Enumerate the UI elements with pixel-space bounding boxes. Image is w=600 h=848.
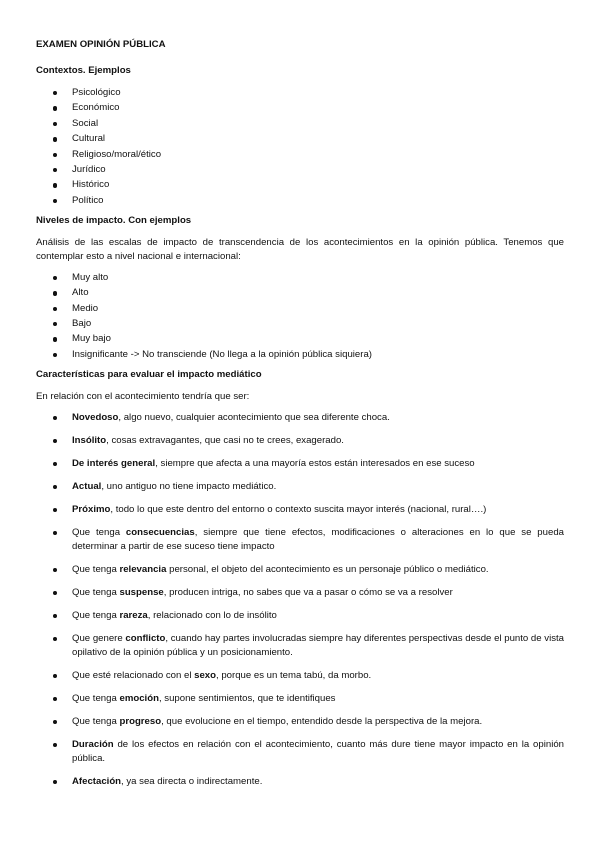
list-item: Que tenga consecuencias, siempre que tiene efectos, modificaciones o alteraciones en lo que se pueda determinar a partir de ese suceso tiene impacto <box>36 526 564 554</box>
list-item: Económico <box>36 101 564 115</box>
bullet-icon <box>53 168 57 172</box>
bullet-icon <box>53 337 57 341</box>
bullet-icon <box>53 720 57 724</box>
list-item: Bajo <box>36 317 564 331</box>
list-item: Duración de los efectos en relación con el acontecimiento, cuanto más dure tiene mayor impacto en la opinión pública. <box>36 738 564 766</box>
list-item: Que esté relacionado con el sexo, porque es un tema tabú, da morbo. <box>36 669 564 683</box>
bullet-icon <box>53 485 57 489</box>
bullet-icon <box>53 439 57 443</box>
document-title: EXAMEN OPINIÓN PÚBLICA <box>36 39 166 50</box>
bullet-icon <box>53 416 57 420</box>
list-item: Novedoso, algo nuevo, cualquier acontecimiento que sea diferente choca. <box>36 411 564 425</box>
caracteristicas-heading: Características para evaluar el impacto mediático <box>36 368 262 380</box>
list-item: Que tenga suspense, producen intriga, no sabes que va a pasar o cómo se va a resolver <box>36 586 564 600</box>
document-page <box>36 38 564 798</box>
bullet-icon <box>53 276 57 280</box>
bullet-icon <box>53 91 57 95</box>
bullet-icon <box>53 106 57 110</box>
bullet-icon <box>53 614 57 618</box>
bullet-icon <box>53 743 57 747</box>
list-item: Religioso/moral/ético <box>36 148 564 162</box>
list-item: Jurídico <box>36 163 564 177</box>
bullet-icon <box>53 153 57 157</box>
list-item: Que tenga rareza, relacionado con lo de insólito <box>36 609 564 623</box>
bullet-icon <box>53 199 57 203</box>
list-item: Insignificante -> No transciende (No llega a la opinión pública siquiera) <box>36 348 564 362</box>
list-item: De interés general, siempre que afecta a una mayoría estos están interesados en ese suceso <box>36 457 564 471</box>
bullet-icon <box>53 780 57 784</box>
niveles-intro: Análisis de las escalas de impacto de transcendencia de los acontecimientos en la opinión pública. Tenemos que contemplar esto a nivel nacional e internacional: <box>36 236 564 262</box>
list-item: Alto <box>36 286 564 300</box>
bullet-icon <box>53 307 57 311</box>
contextos-list <box>36 86 564 208</box>
list-item: Muy alto <box>36 271 564 285</box>
list-item: Que tenga emoción, supone sentimientos, que te identifiques <box>36 692 564 706</box>
bullet-icon <box>53 291 57 295</box>
list-item: Insólito, cosas extravagantes, que casi no te crees, exagerado. <box>36 434 564 448</box>
list-item: Actual, uno antiguo no tiene impacto mediático. <box>36 480 564 494</box>
bullet-icon <box>53 353 57 357</box>
bullet-icon <box>53 462 57 466</box>
caracteristicas-list <box>36 411 564 789</box>
list-item: Cultural <box>36 132 564 146</box>
list-item: Afectación, ya sea directa o indirectamente. <box>36 775 564 789</box>
list-item: Que tenga progreso, que evolucione en el tiempo, entendido desde la perspectiva de la mejora. <box>36 715 564 729</box>
bullet-icon <box>53 137 57 141</box>
bullet-icon <box>53 531 57 535</box>
list-item: Que tenga relevancia personal, el objeto del acontecimiento es un personaje público o mediático. <box>36 563 564 577</box>
bullet-icon <box>53 122 57 126</box>
bullet-icon <box>53 322 57 326</box>
bullet-icon <box>53 591 57 595</box>
bullet-icon <box>53 674 57 678</box>
bullet-icon <box>53 568 57 572</box>
list-item: Social <box>36 117 564 131</box>
list-item: Próximo, todo lo que este dentro del entorno o contexto suscita mayor interés (nacional, rural….) <box>36 503 564 517</box>
caracteristicas-intro: En relación con el acontecimiento tendría que ser: <box>36 390 250 402</box>
bullet-icon <box>53 697 57 701</box>
bullet-icon <box>53 508 57 512</box>
list-item: Que genere conflicto, cuando hay partes involucradas siempre hay diferentes perspectivas desde el punto de vista opilativo de la opinión pública y un posicionamiento. <box>36 632 564 660</box>
bullet-icon <box>53 183 57 187</box>
list-item: Psicológico <box>36 86 564 100</box>
list-item: Histórico <box>36 178 564 192</box>
contextos-heading: Contextos. Ejemplos <box>36 65 131 76</box>
list-item: Político <box>36 194 564 208</box>
list-item: Muy bajo <box>36 332 564 346</box>
niveles-heading: Niveles de impacto. Con ejemplos <box>36 214 192 226</box>
bullet-icon <box>53 637 57 641</box>
list-item: Medio <box>36 302 564 316</box>
niveles-list <box>36 271 564 362</box>
